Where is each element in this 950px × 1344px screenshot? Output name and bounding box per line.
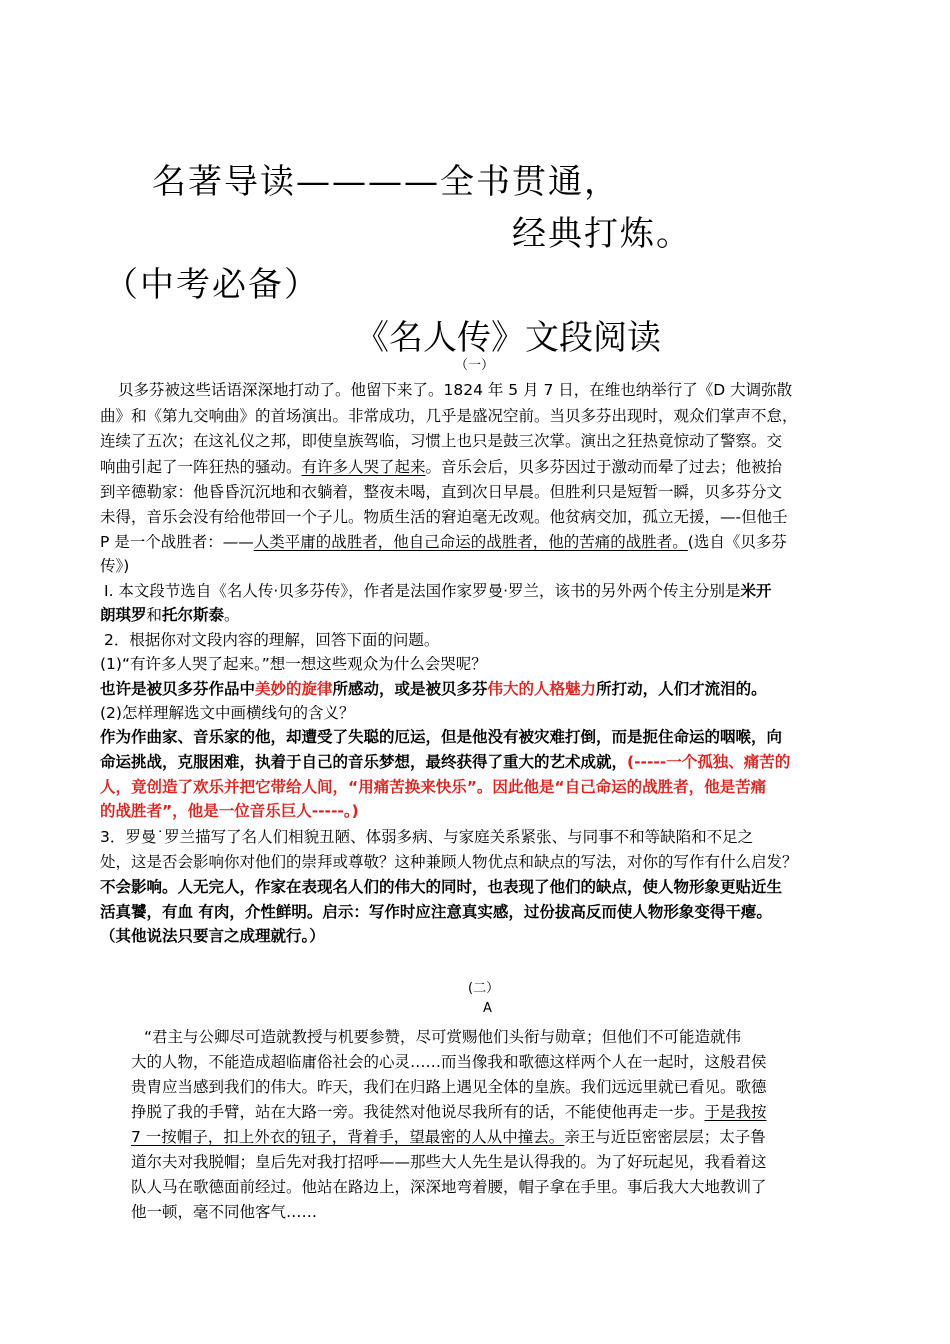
answer-2-2-highlight: 的战胜者”，他是一位音乐巨人-----。) xyxy=(100,802,359,820)
title-line-2: 经典打炼。 xyxy=(512,214,692,254)
passage-line xyxy=(100,530,787,552)
title-line-1: 名著导读————全书贯通， xyxy=(152,162,620,202)
passage-text: (选自《贝多芬 xyxy=(687,533,787,551)
answer-2-2: 作为作曲家、音乐家的他，却遭受了失聪的厄运，但是他没有被灾难打倒，而是扼住命运的咽喉，向 xyxy=(100,728,783,746)
passage-line: 到辛德勒家：他昏昏沉沉地和衣躺着，整夜未喝，直到次日早晨。但胜利只是短暂一瞬，贝多芬分文 xyxy=(100,483,783,501)
passage-line: 贝多芬被这些话语深深地打动了。他留下来了。1824 年 5 月 7 日，在维也纳举行了《D 大调弥散 xyxy=(118,381,793,399)
passage-text: 挣脱了我的手臂，站在大路一旁。我徒然对他说尽我所有的话，不能使他再走一步。 xyxy=(131,1103,705,1121)
passage-line: 贵胄应当感到我们的伟大。昨天，我们在归路上遇见全体的皇族。我们远远里就已看见。歌德 xyxy=(131,1078,767,1096)
passage-text: 响曲引起了一阵狂热的骚动。 xyxy=(100,458,302,476)
answer-2-2 xyxy=(100,750,790,772)
document-title: 《名人传》文段阅读 xyxy=(355,318,661,358)
passage-text: P 是一个战胜者：—— xyxy=(100,533,254,551)
answer-text: 朗琪罗 xyxy=(100,606,147,624)
passage-line: 队人马在歌德面前经过。他站在路边上，深深地弯着腰，帽子拿在手里。事后我大大地教训了 xyxy=(131,1178,767,1196)
passage-line: 传》) xyxy=(100,557,130,575)
answer-text: 也许是被贝多芬作品中 xyxy=(100,680,256,698)
passage-line: 连续了五次；在这礼仪之邦，即使皇族驾临，习惯上也只是鼓三次掌。演出之狂热竟惊动了警察。交 xyxy=(100,432,783,450)
passage-line: 道尔夫对我脱帽；皇后先对我打招呼——那些大人先生是认得我的。为了好玩起见，我看着这 xyxy=(131,1153,767,1171)
question-3: 3．罗曼˙罗兰描写了名人们相貌丑陋、体弱多病、与家庭关系紧张、与同事不和等缺陷和不足之 xyxy=(100,828,754,846)
question-1-cont xyxy=(100,603,240,625)
passage-line: 曲》和《第九交响曲》的首场演出。非常成功，几乎是盛况空前。当贝多芬出现时，观众们掌声不怠， xyxy=(100,407,798,425)
passage-line: “君主与公卿尽可造就教授与机要参赞，尽可赏赐他们头衔与勋章；但他们不可能造就伟 xyxy=(144,1028,742,1046)
passage-line: 未得，音乐会没有给他带回一个子儿。物质生活的窘迫毫无改观。他贫病交加，孤立无援，—-但他壬 xyxy=(100,508,788,526)
answer-text: 命运挑战，克服困难，执着于自己的音乐梦想，最终获得了重大的艺术成就， xyxy=(100,753,628,771)
passage-text: 亲王与近臣密密层层；太子鲁 xyxy=(564,1128,766,1146)
question-2-1: (1)“有许多人哭了起来。”想一想这些观众为什么会哭呢？ xyxy=(100,655,487,673)
section-2-subtitle: A xyxy=(483,1001,492,1016)
underlined-sentence: 有许多人哭了起来 xyxy=(301,458,426,476)
underlined-sentence: 人类平庸的战胜者，他自己命运的战胜者，他的苦痛的战胜者。 xyxy=(253,533,688,551)
section-2-marker: (二） xyxy=(468,981,500,996)
answer-2-1 xyxy=(100,677,767,699)
underlined-sentence: 7 一按帽子，扣上外衣的钮子，背着手，望最密的人从中撞去。 xyxy=(131,1128,565,1146)
answer-highlight: (-----一个孤独、痛苦的 xyxy=(627,753,791,771)
passage-line xyxy=(100,455,782,477)
underlined-sentence: 于是我按 xyxy=(704,1103,767,1121)
answer-highlight: 美妙的旋律 xyxy=(255,680,333,698)
answer-text: 所打动，人们才流泪的。 xyxy=(596,680,767,698)
passage-line: 他一顿，毫不同他客气…… xyxy=(131,1203,318,1221)
answer-3: 活真饕，有血 有肉，介性鲜明。启示：写作时应注意真实感，过份拔高反而使人物形象变得干瘪。 xyxy=(100,903,772,921)
question-2-2: (2)怎样理解选文中画横线句的含义？ xyxy=(100,704,355,722)
passage-text: 。音乐会后，贝多芬因过于激动而晕了过去；他被抬 xyxy=(425,458,783,476)
question-1 xyxy=(104,579,772,601)
title-line-3: （中考必备） xyxy=(104,265,320,305)
question-2: 2．根据你对文段内容的理解，回答下面的问题。 xyxy=(104,631,440,649)
answer-highlight: 伟大的人格魅力 xyxy=(487,680,597,698)
answer-text: 所感动，或是被贝多芬 xyxy=(332,680,488,698)
passage-line: 大的人物，不能造成超临庸俗社会的心灵……而当像我和歌德这样两个人在一起时，这般君侯 xyxy=(131,1053,767,1071)
question-3: 处，这是否会影响你对他们的崇拜或尊敬？这种兼顾人物优点和缺点的写法，对你的写作有什么启发？ xyxy=(100,853,798,871)
question-text: 。 xyxy=(224,606,240,624)
answer-text: 米开 xyxy=(740,582,772,600)
passage-line xyxy=(131,1125,766,1147)
answer-text: 托尔斯泰 xyxy=(162,606,225,624)
passage-line xyxy=(131,1100,767,1122)
answer-3: （其他说法只要言之成理就行。） xyxy=(100,927,325,945)
question-text: I. 本文段节选自《名人传·贝多芬传》，作者是法国作家罗曼·罗兰，该书的另外两个传主分别是 xyxy=(104,582,741,600)
answer-3: 不会影响。人无完人，作家在表现名人们的伟大的同时，也表现了他们的缺点，使人物形象更贴近生 xyxy=(100,878,783,896)
answer-2-2-highlight: 人，竟创造了欢乐并把它带给人间，“用痛苦换来快乐”。因此他是“自己命运的战胜者，他是苦痛 xyxy=(100,778,767,796)
section-1-marker: （一） xyxy=(455,358,495,373)
question-text: 和 xyxy=(146,606,163,624)
